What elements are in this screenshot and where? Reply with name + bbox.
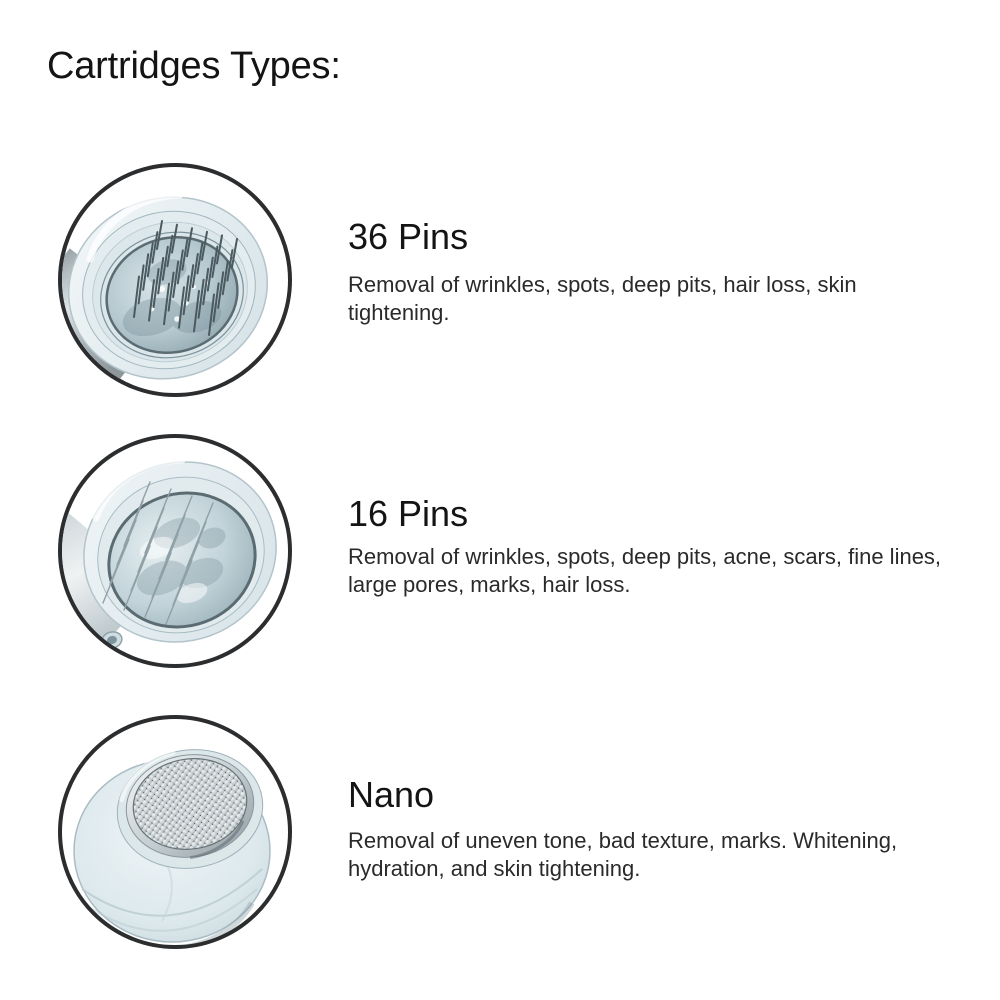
desc-line: hydration, and skin tightening.	[348, 856, 641, 881]
cartridge-36-pins-photo	[58, 163, 292, 397]
cartridge-nano-photo	[58, 715, 292, 949]
section-description-36-pins	[348, 271, 857, 327]
section-description-nano	[348, 827, 897, 883]
section-heading-36-pins: 36 Pins	[348, 216, 469, 257]
cartridge-16-pins-illustration	[62, 438, 288, 664]
section-heading-nano: Nano	[348, 774, 435, 815]
cartridge-16-pins-photo	[58, 434, 292, 668]
section-heading-16-pins: 16 Pins	[348, 493, 469, 534]
desc-line: tightening.	[348, 300, 450, 325]
page-title: Cartridges Types:	[47, 45, 341, 87]
desc-line: Removal of uneven tone, bad texture, marks. Whitening,	[348, 828, 898, 853]
cartridge-36-pins-illustration	[62, 167, 288, 393]
desc-line: Removal of wrinkles, spots, deep pits, acne, scars, fine lines,	[348, 544, 942, 569]
desc-line: large pores, marks, hair loss.	[348, 572, 631, 597]
desc-line: Removal of wrinkles, spots, deep pits, hair loss, skin	[348, 272, 857, 297]
cartridge-nano-illustration	[62, 719, 288, 945]
section-description-16-pins	[348, 543, 941, 599]
